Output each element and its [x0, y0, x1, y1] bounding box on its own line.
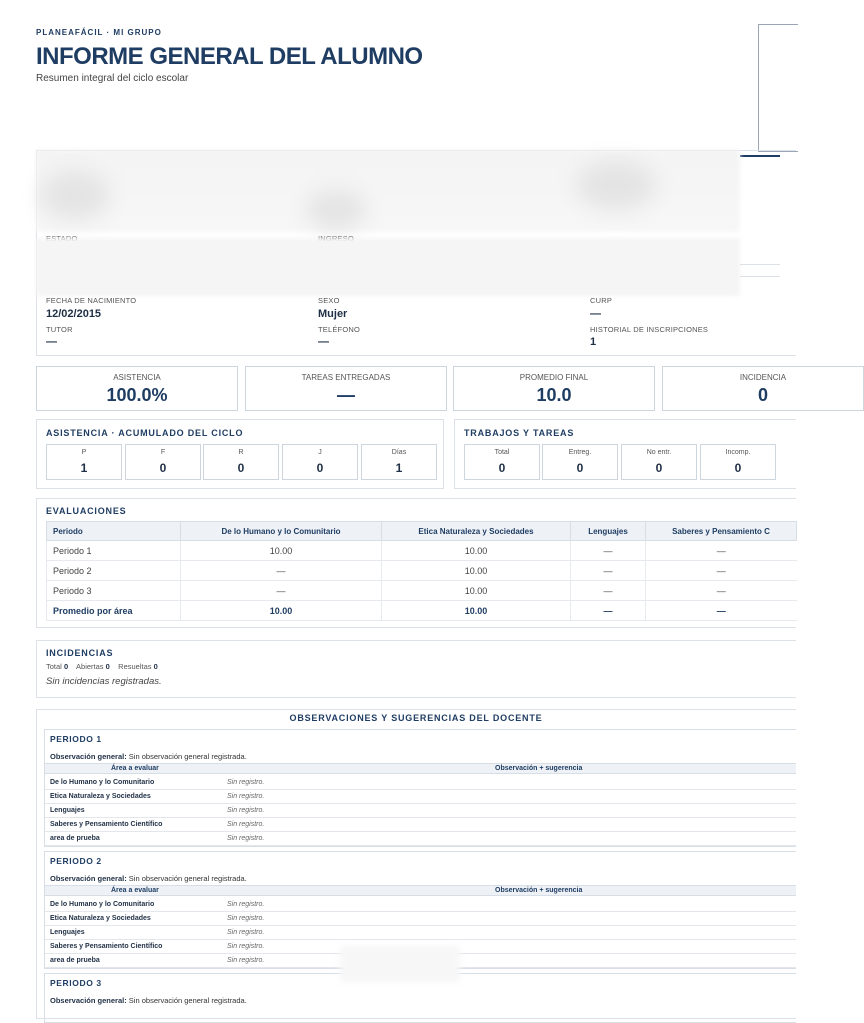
- observation-row: [45, 898, 796, 912]
- field-value-phone: —: [318, 336, 329, 348]
- table-cell: 10.00: [181, 541, 382, 561]
- cell-value: 0: [498, 461, 506, 475]
- observation-row: [45, 818, 796, 832]
- kpi-value: 0: [757, 385, 768, 405]
- page-subtitle: Resumen integral del ciclo escolar: [36, 73, 189, 84]
- table-cell: 10.00: [181, 601, 382, 621]
- table-cell: Periodo 2: [47, 561, 181, 581]
- kpi-label: INCIDENCIA: [739, 373, 787, 382]
- table-header-row: [47, 522, 797, 541]
- evaluations-title: EVALUACIONES: [46, 506, 127, 516]
- cell-value: 0: [237, 461, 245, 475]
- table-row: [47, 561, 797, 581]
- tasks-cell-total: [464, 444, 540, 480]
- area-name: De lo Humano y lo Comunitario: [50, 779, 155, 786]
- field-label-birthdate: FECHA DE NACIMIENTO: [46, 296, 137, 305]
- field-value-sex: Mujer: [318, 308, 348, 320]
- table-cell: —: [571, 561, 646, 581]
- cell-label: Total: [494, 449, 510, 456]
- area-observation: Sin registro.: [227, 835, 265, 842]
- observation-row: [45, 776, 796, 790]
- student-photo-frame: [758, 24, 798, 152]
- attendance-cell-f: [125, 444, 201, 480]
- kpi-label: TAREAS ENTREGADAS: [301, 373, 391, 382]
- table-cell: 10.00: [382, 561, 571, 581]
- row-divider: [740, 264, 780, 265]
- area-observation: Sin registro.: [227, 929, 265, 936]
- cell-label: Días: [391, 449, 407, 456]
- table-cell: 10.00: [382, 581, 571, 601]
- kpi-incidents: [662, 366, 864, 411]
- cell-value: 0: [655, 461, 663, 475]
- observation-row: [45, 912, 796, 926]
- column-header-observation: Observación + sugerencia: [495, 765, 583, 772]
- attendance-cell-p: [46, 444, 122, 480]
- brand-label: PLANEAFÁCIL · MI GRUPO: [36, 28, 162, 37]
- area-observation: Sin registro.: [227, 779, 265, 786]
- table-cell: —: [646, 561, 797, 581]
- incidents-resolved-label: Resueltas: [118, 662, 152, 671]
- observation-row: [45, 804, 796, 818]
- cell-value: 0: [734, 461, 742, 475]
- table-cell: —: [571, 541, 646, 561]
- field-label-enrollment-history: HISTORIAL DE INSCRIPCIONES: [590, 325, 709, 334]
- area-name: De lo Humano y lo Comunitario: [50, 901, 155, 908]
- cell-label: Entreg.: [568, 449, 592, 456]
- area-observation: Sin registro.: [227, 943, 265, 950]
- field-value-birthdate: 12/02/2015: [46, 308, 102, 320]
- table-cell: —: [646, 581, 797, 601]
- field-label-tutor: TUTOR: [46, 325, 73, 334]
- area-name: Saberes y Pensamiento Científico: [50, 943, 163, 950]
- area-name: Lenguajes: [50, 929, 85, 936]
- kpi-label: ASISTENCIA: [113, 373, 161, 382]
- observations-title: OBSERVACIONES Y SUGERENCIAS DEL DOCENTE: [289, 713, 543, 723]
- cell-label: No entr.: [646, 449, 672, 456]
- incidents-empty-note: Sin incidencias registradas.: [46, 676, 162, 687]
- table-cell: —: [181, 581, 382, 601]
- period-title: PERIODO 3: [50, 978, 102, 988]
- kpi-label: PROMEDIO FINAL: [519, 373, 589, 382]
- table-cell: Periodo 3: [47, 581, 181, 601]
- area-name: Saberes y Pensamiento Científico: [50, 821, 163, 828]
- incidents-counts: [46, 662, 158, 671]
- cell-label: Incomp.: [725, 449, 751, 456]
- area-observation: Sin registro.: [227, 915, 265, 922]
- column-header-area: Área a evaluar: [111, 765, 159, 772]
- kpi-value: —: [337, 385, 355, 405]
- kpi-value: 10.0: [536, 385, 572, 405]
- attendance-title: ASISTENCIA · ACUMULADO DEL CICLO: [46, 428, 244, 438]
- field-label-curp: CURP: [590, 296, 613, 305]
- period-title: PERIODO 2: [50, 856, 102, 866]
- redacted-mark: [340, 946, 460, 982]
- general-observation-label: Observación general:: [50, 996, 127, 1005]
- page-title: INFORME GENERAL DEL ALUMNO: [36, 43, 423, 70]
- observation-row: [45, 832, 796, 846]
- area-observation: Sin registro.: [227, 901, 265, 908]
- evaluations-table: [46, 521, 797, 621]
- general-observation-label: Observación general:: [50, 752, 127, 761]
- column-header: Periodo: [47, 522, 181, 541]
- table-cell: —: [646, 601, 797, 621]
- tasks-cell-not-delivered: [621, 444, 697, 480]
- observation-row: [45, 926, 796, 940]
- table-cell: 10.00: [382, 541, 571, 561]
- redacted-student-identity: [36, 150, 740, 232]
- column-header-area: Área a evaluar: [111, 887, 159, 894]
- area-observation: Sin registro.: [227, 793, 265, 800]
- period-general-observation: [50, 996, 247, 1005]
- column-header: Etica Naturaleza y Sociedades: [382, 522, 571, 541]
- column-header-observation: Observación + sugerencia: [495, 887, 583, 894]
- area-name: Etica Naturaleza y Sociedades: [50, 793, 151, 800]
- kpi-value: 100.0%: [106, 385, 168, 405]
- attendance-cell-r: [203, 444, 279, 480]
- column-header: Lenguajes: [571, 522, 646, 541]
- kpi-final-average: [453, 366, 655, 411]
- cell-value: 0: [316, 461, 324, 475]
- area-name: Lenguajes: [50, 807, 85, 814]
- area-name: Etica Naturaleza y Sociedades: [50, 915, 151, 922]
- table-row: [47, 541, 797, 561]
- cell-value: 1: [80, 461, 88, 475]
- period-block: [44, 729, 796, 847]
- row-divider: [740, 276, 780, 277]
- cell-value: 1: [395, 461, 403, 475]
- field-label-phone: TELÉFONO: [318, 325, 361, 334]
- cell-value: 0: [159, 461, 167, 475]
- field-value-curp: —: [590, 308, 601, 320]
- incidents-resolved-value: 0: [153, 662, 158, 671]
- tasks-title: TRABAJOS Y TAREAS: [464, 428, 575, 438]
- cell-label: J: [318, 449, 322, 456]
- general-observation-text: Sin observación general registrada.: [128, 752, 247, 761]
- tasks-cell-delivered: [542, 444, 618, 480]
- table-cell: Periodo 1: [47, 541, 181, 561]
- tasks-cell-incomplete: [700, 444, 776, 480]
- column-header: De lo Humano y lo Comunitario: [181, 522, 382, 541]
- attendance-cell-j: [282, 444, 358, 480]
- area-name: area de prueba: [50, 835, 100, 842]
- cell-label: F: [160, 449, 166, 456]
- area-name: area de prueba: [50, 957, 100, 964]
- table-cell: —: [571, 601, 646, 621]
- incidents-total-value: 0: [63, 662, 69, 671]
- table-average-row: [47, 601, 797, 621]
- table-cell: 10.00: [382, 601, 571, 621]
- observation-table-header: [45, 763, 796, 774]
- incidents-open-value: 0: [105, 662, 110, 671]
- cell-label: P: [81, 449, 87, 456]
- observation-table-header: [45, 885, 796, 896]
- attendance-cell-days: [361, 444, 437, 480]
- area-observation: Sin registro.: [227, 957, 265, 964]
- incidents-total-label: Total: [46, 662, 62, 671]
- column-header: Saberes y Pensamiento C: [646, 522, 797, 541]
- incidents-title: INCIDENCIAS: [46, 648, 114, 658]
- kpi-attendance: [36, 366, 238, 411]
- field-label-sex: SEXO: [318, 296, 340, 305]
- observation-row: [45, 790, 796, 804]
- table-cell: —: [571, 581, 646, 601]
- table-cell: Promedio por área: [47, 601, 181, 621]
- field-value-tutor: —: [46, 336, 57, 348]
- cell-label: R: [238, 449, 244, 456]
- incidents-open-label: Abiertas: [76, 662, 104, 671]
- general-observation-text: Sin observación general registrada.: [128, 874, 247, 883]
- cell-value: 0: [576, 461, 584, 475]
- period-general-observation: [50, 752, 247, 761]
- redacted-student-details: [36, 238, 740, 296]
- area-observation: Sin registro.: [227, 821, 265, 828]
- period-general-observation: [50, 874, 247, 883]
- table-cell: —: [646, 541, 797, 561]
- table-cell: —: [181, 561, 382, 581]
- period-title: PERIODO 1: [50, 734, 102, 744]
- table-row: [47, 581, 797, 601]
- general-observation-label: Observación general:: [50, 874, 127, 883]
- area-observation: Sin registro.: [227, 807, 265, 814]
- kpi-tasks-delivered: [245, 366, 447, 411]
- general-observation-text: Sin observación general registrada.: [128, 996, 247, 1005]
- field-value-enrollment-history: 1: [590, 336, 597, 348]
